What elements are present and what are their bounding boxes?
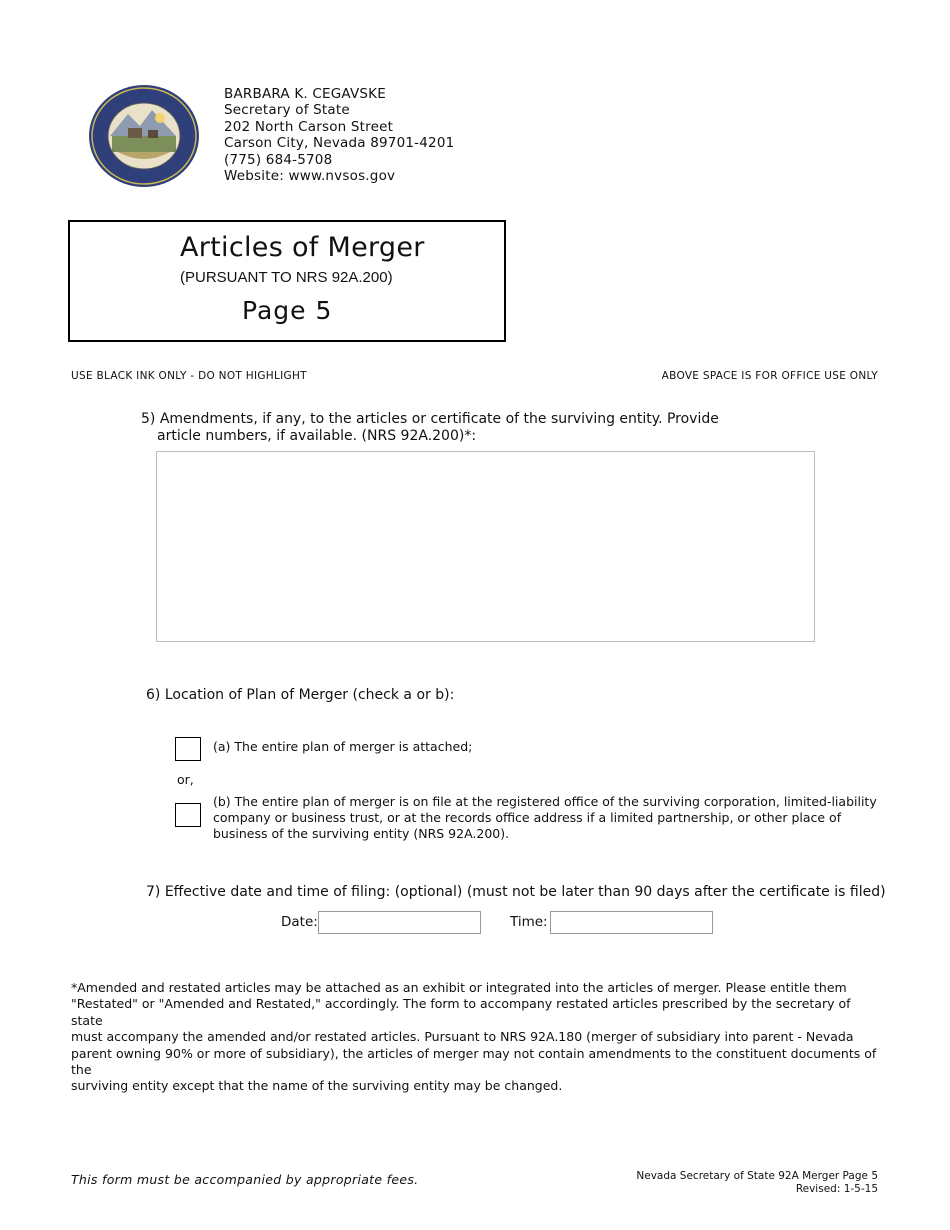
footnote-line4: parent owning 90% or more of subsidiary), the articles of merger may not contain amendments to the constituent documents of the bbox=[71, 1045, 877, 1078]
form-title-box bbox=[68, 220, 506, 342]
revision-date: Revised: 1-5-15 bbox=[795, 1183, 878, 1195]
amendments-question-line1: 5) Amendments, if any, to the articles or certificate of the surviving entity. Provide bbox=[141, 411, 719, 427]
footnote-line5: surviving entity except that the name of the surviving entity may be changed. bbox=[71, 1078, 563, 1094]
form-subtitle: (PURSUANT TO NRS 92A.200) bbox=[180, 269, 393, 286]
time-input[interactable] bbox=[550, 911, 713, 934]
amendments-textarea[interactable] bbox=[156, 451, 815, 642]
date-input[interactable] bbox=[318, 911, 481, 934]
state-seal-logo bbox=[88, 84, 200, 188]
date-label: Date: bbox=[281, 914, 318, 930]
footnote-line2: "Restated" or "Amended and Restated," accordingly. The form to accompany restated articles prescribed by the secretary of state bbox=[71, 996, 851, 1028]
office-street: 202 North Carson Street bbox=[224, 118, 394, 135]
time-label: Time: bbox=[510, 914, 548, 930]
option-b-checkbox[interactable] bbox=[175, 803, 201, 827]
page-label: Page 5 bbox=[242, 296, 333, 325]
fees-note: This form must be accompanied by appropriate fees. bbox=[71, 1172, 419, 1187]
form-id: Nevada Secretary of State 92A Merger Page 5 bbox=[636, 1170, 878, 1182]
office-address-block bbox=[224, 86, 454, 184]
footnote bbox=[71, 980, 881, 1095]
form-revision-info bbox=[636, 1170, 878, 1196]
office-city: Carson City, Nevada 89701-4201 bbox=[224, 135, 455, 152]
option-b-line3: business of the surviving entity (NRS 92A.200). bbox=[213, 826, 510, 841]
footnote-line1: *Amended and restated articles may be attached as an exhibit or integrated into the articles of merger. Please entitle them bbox=[71, 980, 847, 995]
effective-date-heading: 7) Effective date and time of filing: (optional) (must not be later than 90 days after the certificate is filed) bbox=[146, 884, 886, 900]
ink-instruction: USE BLACK INK ONLY - DO NOT HIGHLIGHT bbox=[71, 370, 307, 382]
office-phone: (775) 684-5708 bbox=[224, 151, 333, 168]
office-use-note: ABOVE SPACE IS FOR OFFICE USE ONLY bbox=[661, 370, 878, 382]
office-website: Website: www.nvsos.gov bbox=[224, 168, 396, 185]
option-b-line2: company or business trust, or at the records office address if a limited partnership, or other place of bbox=[213, 810, 842, 825]
option-a-checkbox[interactable] bbox=[175, 737, 201, 761]
option-b-line1: (b) The entire plan of merger is on file at the registered office of the surviving corporation, limited-liability bbox=[213, 794, 877, 809]
option-b-label bbox=[213, 794, 877, 842]
plan-location-heading: 6) Location of Plan of Merger (check a or b): bbox=[146, 687, 455, 703]
secretary-title: Secretary of State bbox=[224, 102, 350, 119]
form-title: Articles of Merger bbox=[180, 232, 425, 263]
secretary-name: BARBARA K. CEGAVSKE bbox=[224, 86, 386, 102]
amendments-question-line2: article numbers, if available. (NRS 92A.200)*: bbox=[157, 428, 477, 444]
footnote-line3: must accompany the amended and/or restated articles. Pursuant to NRS 92A.180 (merger of subsidiary into parent - Nevada bbox=[71, 1029, 854, 1045]
option-a-label: (a) The entire plan of merger is attached; bbox=[213, 739, 473, 754]
or-label: or, bbox=[177, 772, 194, 787]
